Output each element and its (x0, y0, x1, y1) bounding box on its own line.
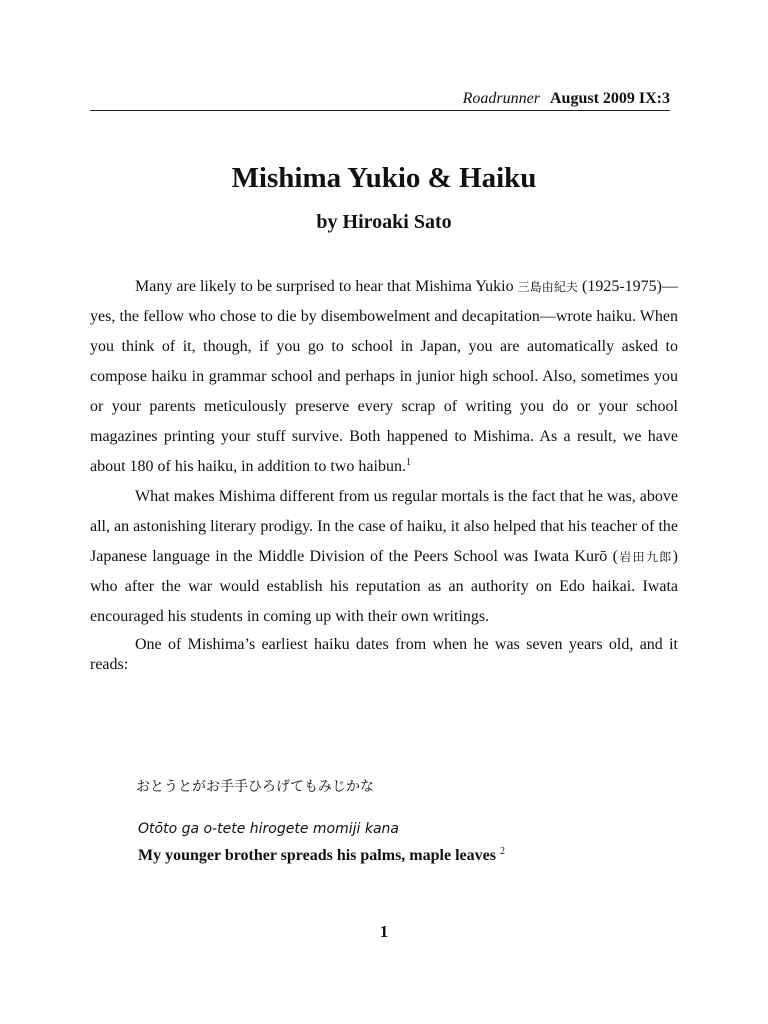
iwata-kanji-name: 岩田九郎 (617, 550, 673, 564)
paragraph-2 (90, 482, 678, 632)
paragraph-1-text-start: Many are likely to be surprised to hear that Mishima Yukio (135, 278, 518, 295)
haiku-romanization: Otōto ga o-tete hirogete momiji kana (138, 821, 400, 837)
paragraph-2-text-end: ) who after the war would establish his reputation as an authority on Edo haikai. Iwata encouraged his students in coming up with their own writings. (90, 548, 678, 625)
paragraph-3: One of Mishima’s earliest haiku dates from when he was seven years old, and it reads: (90, 636, 678, 673)
mishima-kanji-name: 三島由紀夫 (517, 280, 578, 294)
paragraph-1-text-end: (1925-1975)—yes, the fellow who chose to die by disembowelment and decapitation—wrote haiku. When you think of it, though, if you go to school in Japan, you are automatically asked to compose haiku in grammar school and perhaps in junior high school. Also, sometimes you or your parents meticulously preserve every scrap of writing you do or your school magazines printing your stuff survive. Both happened to Mishima. As a result, we have about 180 of his haiku, in addition to two haibun. (90, 278, 678, 475)
article-byline: by Hiroaki Sato (316, 211, 452, 233)
paragraph-1 (90, 272, 678, 482)
footnote-marker-1: 1 (405, 457, 411, 468)
footnote-marker-2: 2 (499, 846, 505, 857)
article-body (90, 272, 678, 675)
paragraph-2-text-start: What makes Mishima different from us regular mortals is the fact that he was, above all, an astonishing literary prodigy. In the case of haiku, it also helped that his teacher of the Japanese language in the Middle Division of the Peers School was Iwata Kurō ( (90, 488, 678, 565)
article-title: Mishima Yukio & Haiku (231, 162, 537, 194)
haiku-japanese: おとうとがお手手ひろげてもみじかな (136, 779, 374, 795)
haiku-translation (138, 844, 505, 868)
issue-info: August 2009 IX:3 (549, 90, 670, 107)
running-header (90, 88, 670, 111)
journal-name: Roadrunner (462, 90, 540, 107)
haiku-translation-text: My younger brother spreads his palms, maple leaves (138, 847, 496, 864)
page-number: 1 (379, 922, 389, 941)
